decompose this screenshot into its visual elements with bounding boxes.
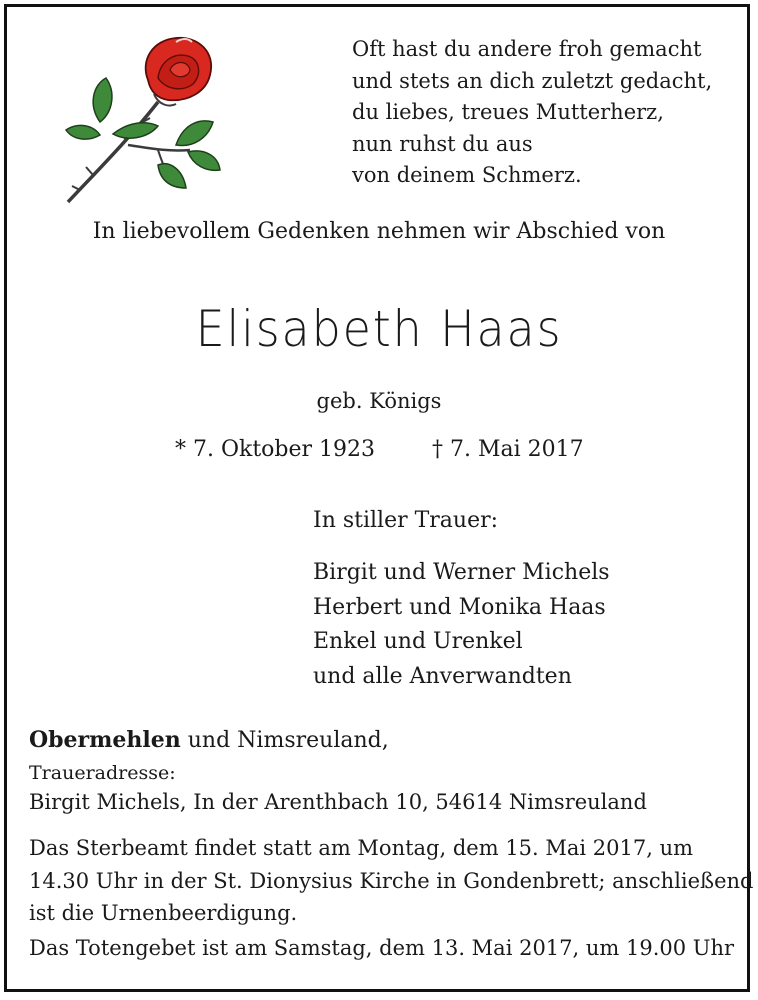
place-bold: Obermehlen bbox=[29, 727, 181, 753]
intro-text: In liebevollem Gedenken nehmen wir Abschied von bbox=[92, 219, 666, 244]
funeral-line: Das Sterbeamt findet statt am Montag, dem 15. Mai 2017, um bbox=[29, 836, 694, 860]
mourner-entry: Birgit und Werner Michels bbox=[313, 560, 610, 585]
mourner-entry: Enkel und Urenkel bbox=[313, 629, 523, 654]
poem-line: Oft hast du andere froh gemacht bbox=[352, 37, 702, 61]
poem-line: nun ruhst du aus bbox=[352, 131, 533, 156]
funeral-info bbox=[29, 832, 753, 930]
place-line bbox=[29, 727, 389, 753]
death-date: † 7. Mai 2017 bbox=[432, 437, 584, 462]
mourning-heading: In stiller Trauer: bbox=[313, 508, 499, 533]
maiden-name: geb. Königs bbox=[316, 389, 442, 413]
address-value: Birgit Michels, In der Arenthbach 10, 54614 Nimsreuland bbox=[29, 790, 647, 814]
mourner-entry: und alle Anverwandten bbox=[313, 663, 572, 689]
mourners-list bbox=[313, 556, 610, 694]
poem-line: von deinem Schmerz. bbox=[352, 163, 582, 187]
prayer-info: Das Totengebet ist am Samstag, dem 13. Mai 2017, um 19.00 Uhr bbox=[29, 936, 735, 960]
funeral-line: ist die Urnenbeerdigung. bbox=[29, 901, 298, 925]
birth-date: * 7. Oktober 1923 bbox=[175, 437, 376, 462]
place-rest: und Nimsreuland, bbox=[180, 728, 389, 753]
address-label: Traueradresse: bbox=[29, 762, 176, 784]
poem-line: und stets an dich zuletzt gedacht, bbox=[352, 68, 713, 93]
mourner-entry: Herbert und Monika Haas bbox=[313, 594, 606, 620]
rose-icon bbox=[58, 30, 226, 212]
deceased-name: Elisabeth Haas bbox=[195, 300, 563, 358]
poem-line: du liebes, treues Mutterherz, bbox=[352, 100, 664, 124]
funeral-line: 14.30 Uhr in der St. Dionysius Kirche in Gondenbrett; anschließend bbox=[29, 868, 754, 893]
poem bbox=[352, 34, 712, 192]
